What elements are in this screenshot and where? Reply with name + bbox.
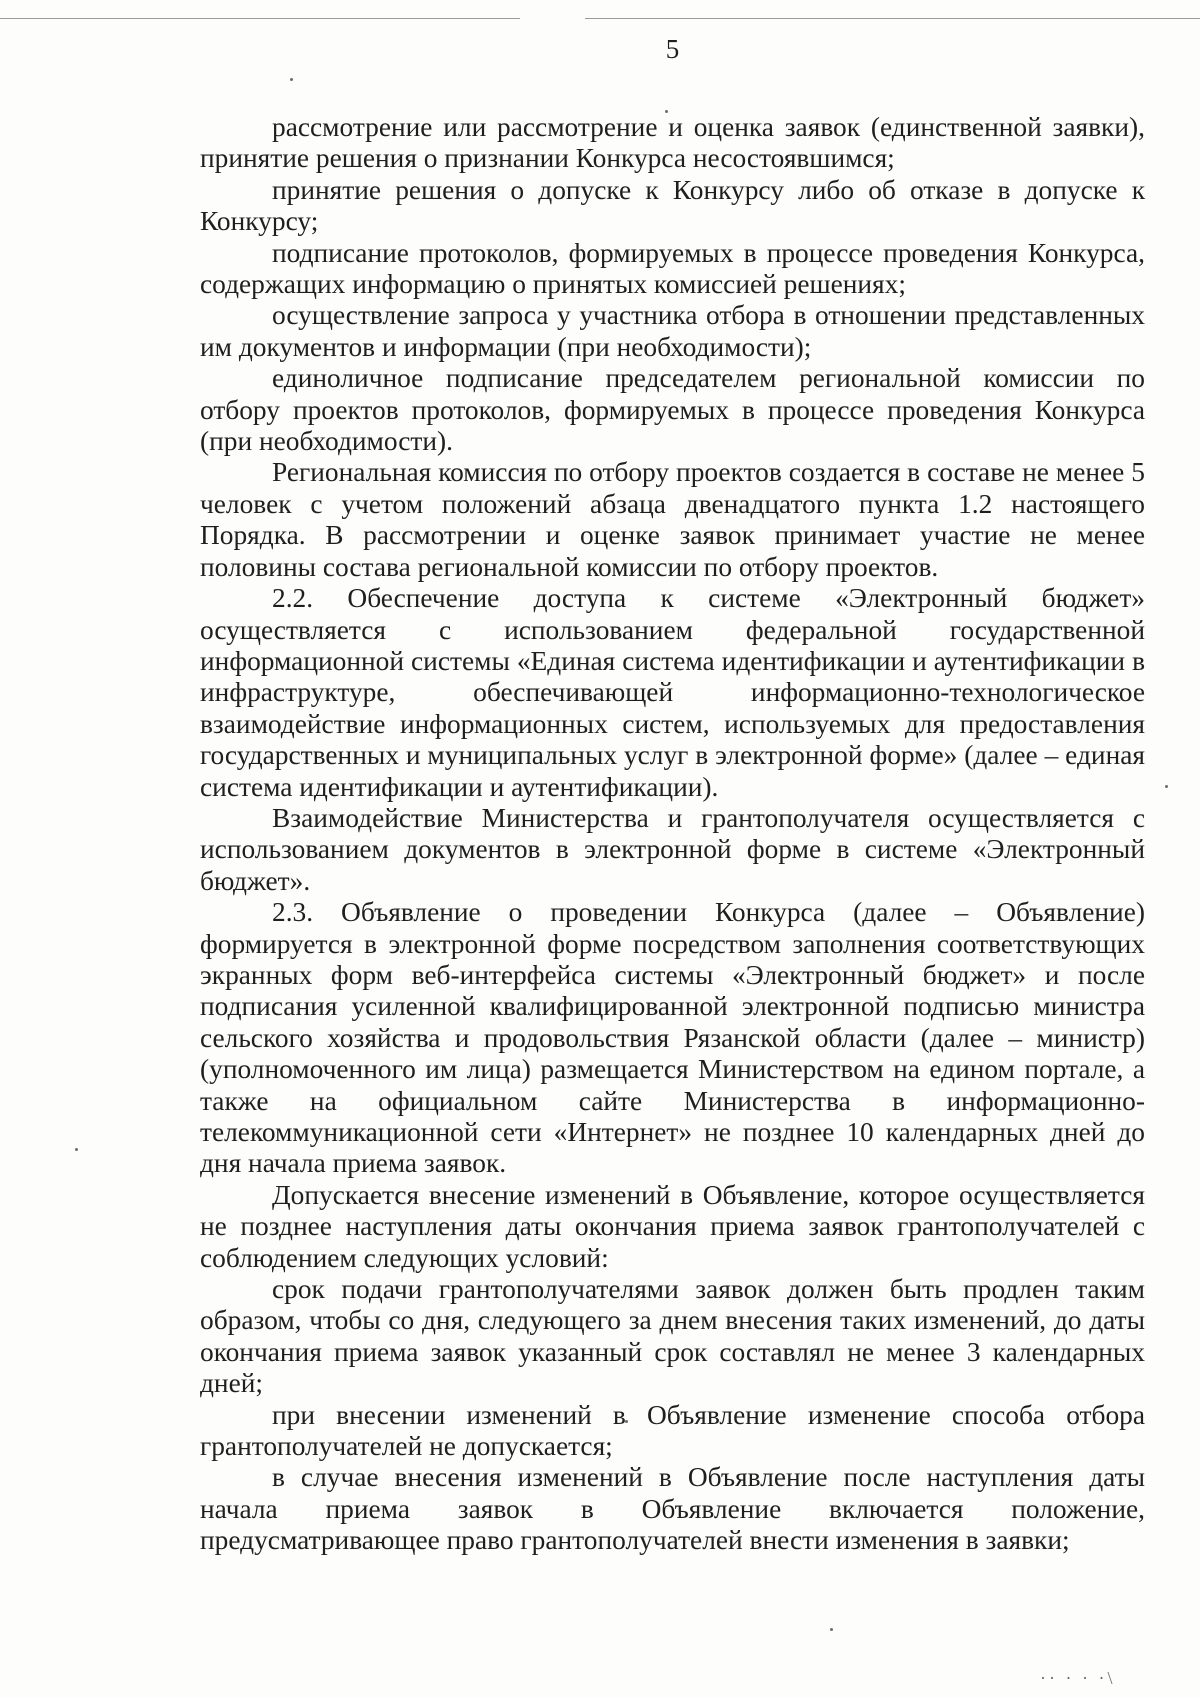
scan-speck [830, 1628, 833, 1631]
scan-speck [290, 78, 293, 81]
scan-noise-mark: ·· · · ·\ [1040, 1668, 1116, 1688]
paragraph: принятие решения о допуске к Конкурсу либо об отказе в допуске к Конкурсу; [200, 174, 1145, 237]
scan-speck [75, 1148, 78, 1151]
paragraph: при внесении изменений в Объявление изменение способа отбора грантополучателей не допускается; [200, 1399, 1145, 1462]
paragraph: рассмотрение или рассмотрение и оценка заявок (единственной заявки), принятие решения о признании Конкурса несостоявшимся; [200, 112, 1145, 174]
paragraph: 2.2. Обеспечение доступа к системе «Электронный бюджет» осуществляется с использованием федеральной государственной информационной системы «Единая система идентификации и аутентификации в инфраструктуре, обеспечивающей информационно-технологическое взаимодействие информационных систем, используемых для предоставления государственных и муниципальных услуг в электронной форме» (далее – единая система идентификации и аутентификации). [200, 583, 1145, 802]
paragraph: в случае внесения изменений в Объявление после наступления даты начала приема заявок в Объявление включается положение, предусматривающее право грантополучателей внести изменения в заявки; [200, 1462, 1145, 1556]
page-number: 5 [665, 34, 680, 64]
paragraph: подписание протоколов, формируемых в процессе проведения Конкурса, содержащих информацию о принятых комиссией решениях; [200, 237, 1145, 300]
scan-edge-line-left [0, 18, 520, 19]
paragraph: 2.3. Объявление о проведении Конкурса (далее – Объявление) формируется в электронной форме посредством заполнения соответствующих экранных форм веб-интерфейса системы «Электронный бюджет» и после подписания усиленной квалифицированной электронной подписью министра сельского хозяйства и продовольствия Рязанской области (далее – министр) (уполномоченного им лица) размещается Министерством на едином портале, а также на официальном сайте Министерства в информационно-телекоммуникационной сети «Интернет» не позднее 10 календарных дней до дня начала приема заявок. [200, 897, 1145, 1179]
paragraph: Региональная комиссия по отбору проектов создается в составе не менее 5 человек с учетом положений абзаца двенадцатого пункта 1.2 настоящего Порядка. В рассмотрении и оценке заявок принимает участие не менее половины состава региональной комиссии по отбору проектов. [200, 457, 1145, 582]
paragraph: осуществление запроса у участника отбора в отношении представленных им документов и информации (при необходимости); [200, 300, 1145, 362]
scan-edge-line-right [585, 18, 1200, 19]
paragraph: срок подачи грантополучателями заявок должен быть продлен таким образом, чтобы со дня, следующего за днем внесения таких изменений, до даты окончания приема заявок указанный срок составлял не менее 3 календарных дней; [200, 1274, 1145, 1399]
document-body [200, 112, 1145, 1557]
paragraph: единоличное подписание председателем региональной комиссии по отбору проектов протоколов, формируемых в процессе проведения Конкурса (при необходимости). [200, 363, 1145, 457]
scan-speck [1165, 785, 1168, 788]
paragraph: Взаимодействие Министерства и грантополучателя осуществляется с использованием документов в электронной форме в системе «Электронный бюджет». [200, 802, 1145, 896]
paragraph: Допускается внесение изменений в Объявление, которое осуществляется не позднее наступления даты окончания приема заявок грантополучателей с соблюдением следующих условий: [200, 1179, 1145, 1273]
